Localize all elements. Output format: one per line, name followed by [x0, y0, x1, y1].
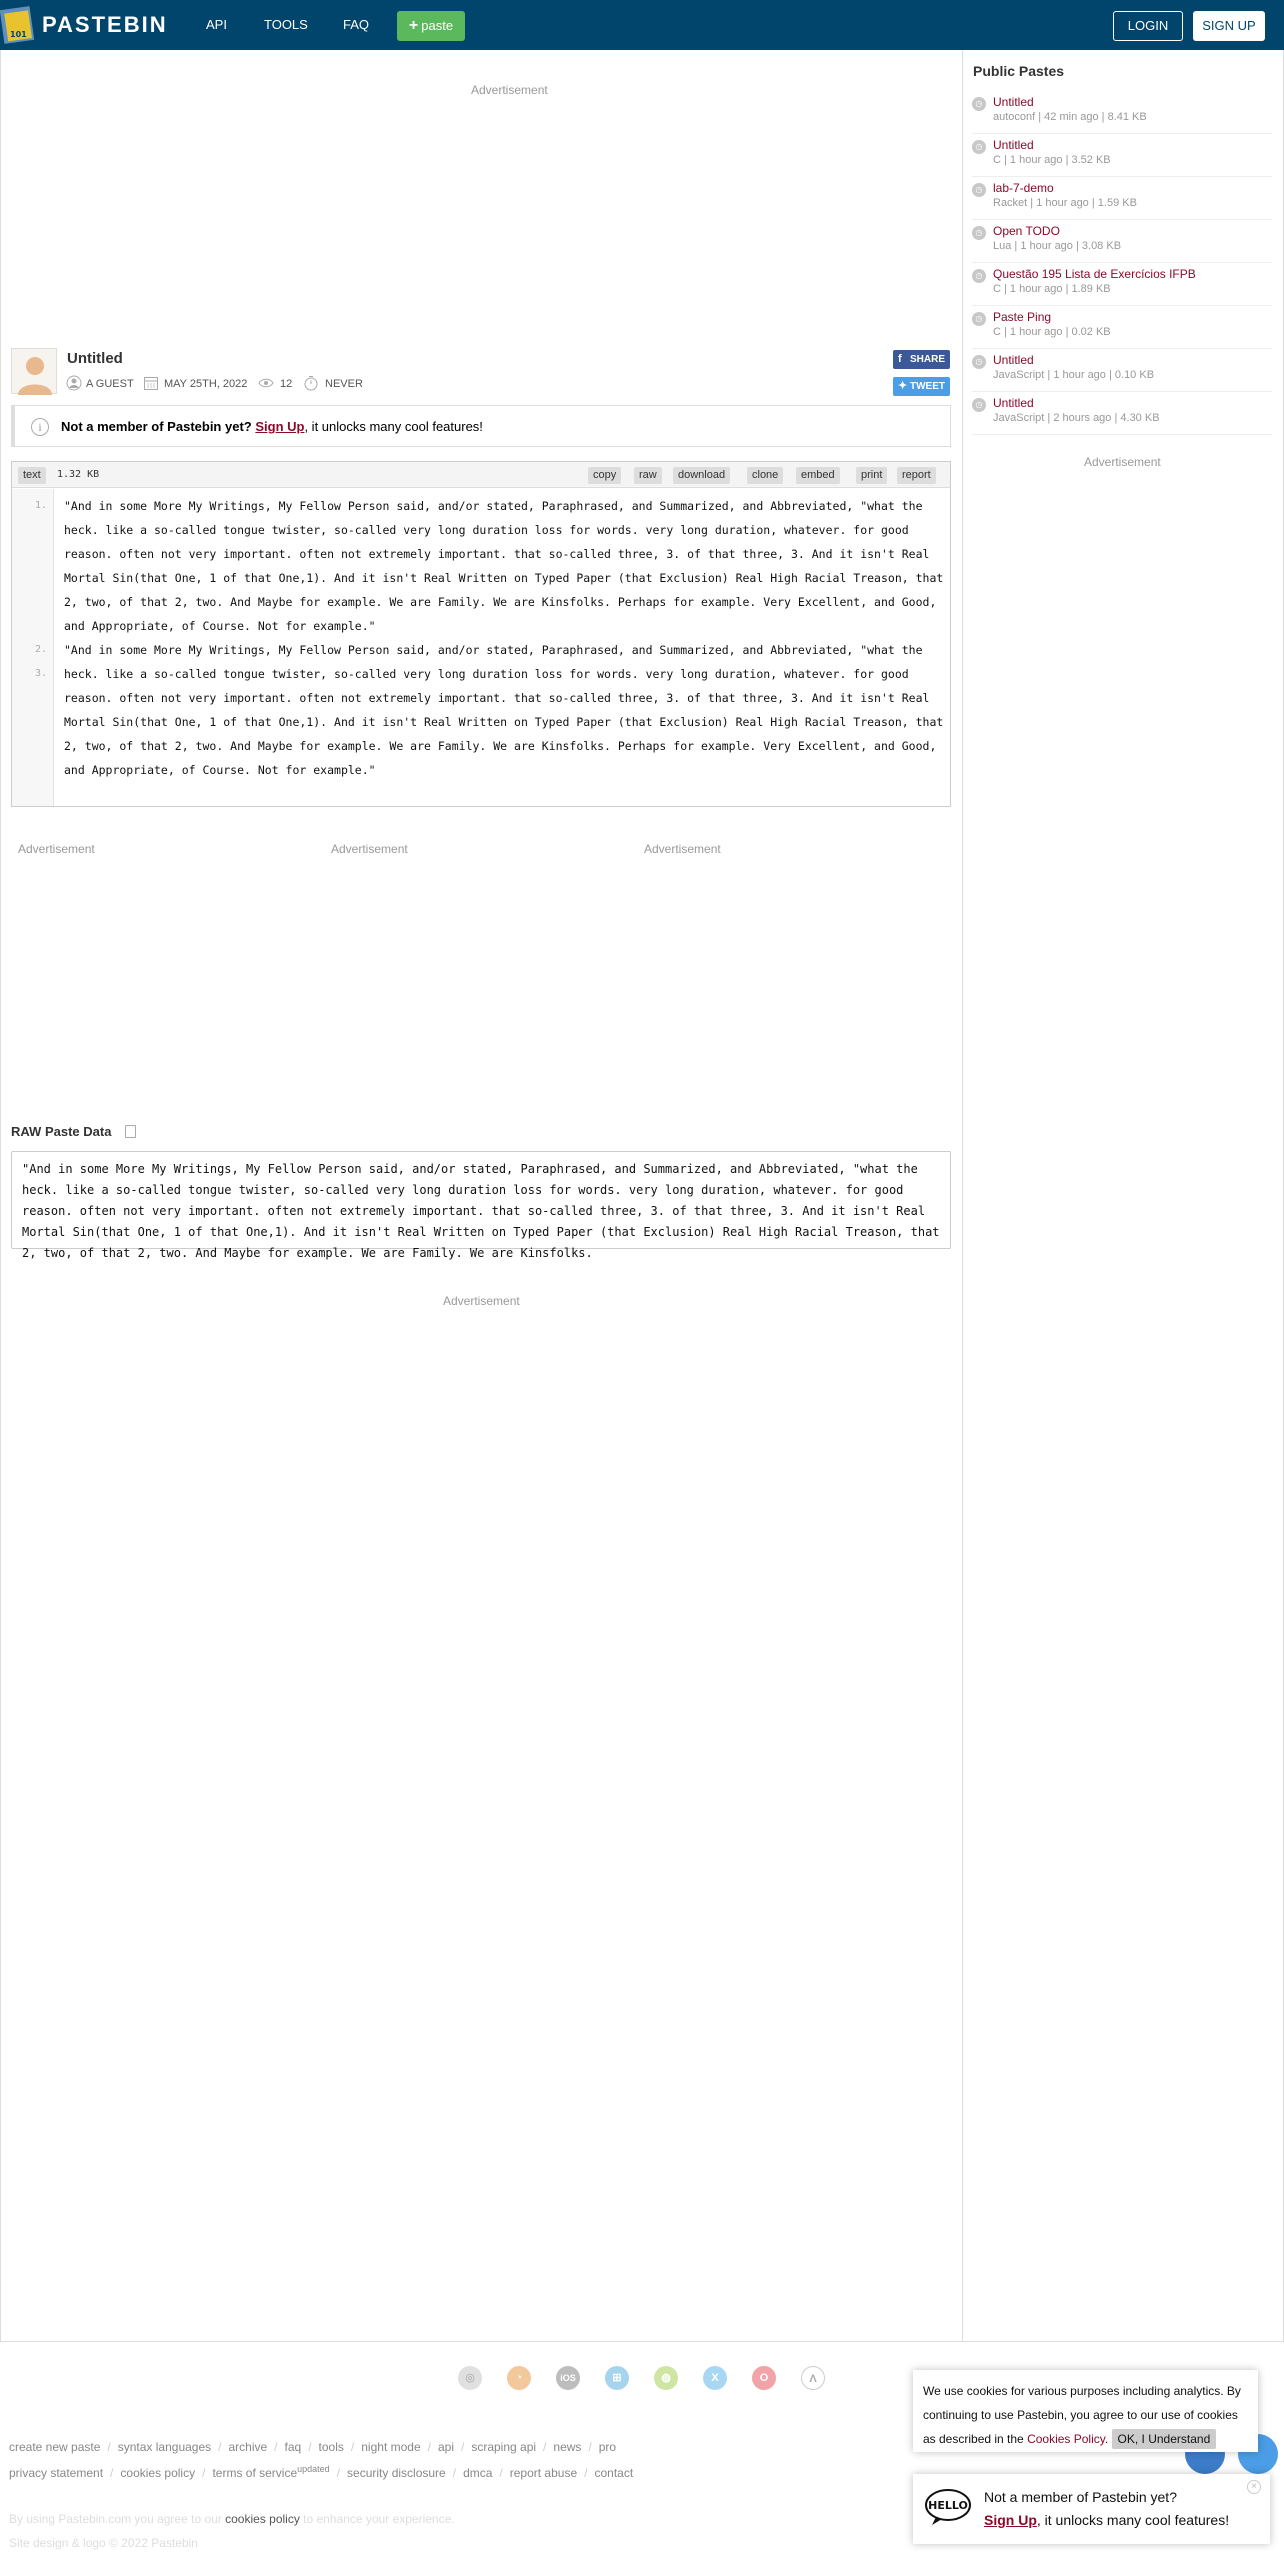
new-paste-button[interactable]	[397, 11, 465, 41]
advertisement-label: Advertisement	[18, 842, 95, 856]
public-paste-title[interactable]: Open TODO	[993, 224, 1060, 238]
pastebin-logo-icon[interactable]	[0, 4, 36, 46]
public-paste-title[interactable]: Paste Ping	[993, 310, 1052, 324]
public-paste-title[interactable]: lab-7-demo	[993, 181, 1054, 195]
footer-separator: /	[107, 2440, 111, 2454]
info-icon: i	[31, 418, 49, 436]
public-paste-item[interactable]	[972, 349, 1272, 392]
facebook-share-button[interactable]	[893, 350, 950, 369]
footer-link[interactable]: cookies policy	[120, 2466, 196, 2480]
paste-date: MAY 25TH, 2022	[164, 378, 248, 390]
paste-code-box	[11, 461, 951, 807]
signup-button[interactable]: SIGN UP	[1193, 11, 1265, 41]
tweet-label: TWEET	[910, 381, 945, 392]
advertisement-label: Advertisement	[1084, 455, 1161, 469]
globe-icon: ◷	[972, 226, 986, 240]
sidebar-divider	[962, 50, 963, 2342]
notice-text	[61, 419, 483, 434]
cookies-policy-link[interactable]: cookies policy	[225, 2512, 300, 2526]
logo-text[interactable]: PASTEBIN	[42, 12, 168, 37]
footer-separator: /	[336, 2466, 341, 2480]
agree-before: By using Pastebin.com you agree to our	[9, 2512, 226, 2526]
top-navbar	[0, 0, 1284, 50]
footer-separator: /	[499, 2466, 503, 2480]
updated-badge: updated	[297, 2464, 330, 2474]
footer-separator: /	[110, 2466, 114, 2480]
opera-icon[interactable]: O	[752, 2366, 776, 2390]
line-number-gutter	[12, 489, 54, 806]
android-icon[interactable]: ◍	[654, 2366, 678, 2390]
public-paste-title[interactable]: Untitled	[993, 396, 1034, 410]
public-paste-title[interactable]: Questão 195 Lista de Exercícios IFPB	[993, 267, 1196, 281]
twitter-icon: ✦	[898, 380, 908, 392]
globe-icon: ◷	[972, 140, 986, 154]
paste-views: 12	[280, 378, 293, 390]
hello-bubble-icon	[924, 2488, 972, 2526]
footer-separator: /	[588, 2440, 592, 2454]
public-pastes-title: Public Pastes	[973, 63, 1065, 79]
paste-author[interactable]: A GUEST	[86, 378, 134, 390]
footer-agree-text	[9, 2512, 455, 2526]
footer-separator: /	[308, 2440, 312, 2454]
cookie-consent-popup: We use cookies for various purposes including analytics. By continuing to use Pastebin, you agree to our use of cookies as described in the Cookies Policy. OK, I Understand	[913, 2370, 1258, 2452]
public-paste-meta: C | 1 hour ago | 1.89 KB	[993, 283, 1111, 295]
footer-link[interactable]: syntax languages	[117, 2440, 212, 2454]
globe-icon: ◷	[972, 312, 986, 326]
footer-link[interactable]: dmca	[463, 2466, 493, 2480]
globe-icon: ◷	[972, 97, 986, 111]
hello-signup-link[interactable]: Sign Up	[984, 2512, 1037, 2528]
nav-faq[interactable]: FAQ	[343, 17, 370, 32]
code-toolbar	[12, 462, 950, 488]
hello-title: Not a member of Pastebin yet?	[984, 2489, 1177, 2505]
signup-popup	[913, 2474, 1270, 2544]
globe-icon: ◷	[972, 183, 986, 197]
code-line: "And in some More My Writings, My Fellow Person said, and/or stated, Paraphrased, and Summarized, and Abbreviated, "what the heck. like a so-called tongue twister, so-called very long duration loss for words. very long duration, whatever. for good reason. often not very important. often not extremely important. that so-called three, 3. of that three, 3. And it isn't Real Mortal Sin(that One, 1 of that One,1). And it isn't Real Written on Typed Paper (that Exclusion) Real High Racial Treason, that 2, two, of that 2, two. And Maybe for example. We are Family. We are Kinsfolks. Perhaps for example. Very Excellent, and Good, and Appropriate, of Course. Not for example."	[64, 499, 944, 633]
hello-text	[984, 2512, 1229, 2528]
globe-icon: ◷	[972, 398, 986, 412]
paste-expiration: NEVER	[325, 378, 363, 390]
footer-separator: /	[452, 2466, 457, 2480]
public-paste-item[interactable]	[972, 177, 1272, 220]
macos-icon[interactable]: X	[703, 2366, 727, 2390]
notice-rest: , it unlocks many cool features!	[304, 419, 483, 434]
advertisement-label: Advertisement	[443, 1294, 520, 1308]
paste-title: Untitled	[67, 350, 123, 367]
globe-icon: ◷	[972, 269, 986, 283]
footer-links-row2	[9, 2464, 633, 2480]
public-paste-meta: Lua | 1 hour ago | 3.08 KB	[993, 240, 1122, 252]
nav-tools[interactable]: TOOLS	[264, 17, 308, 32]
footer-link[interactable]: security disclosure	[347, 2466, 446, 2480]
svg-text:HELLO: HELLO	[928, 2499, 968, 2512]
raw-button[interactable]: raw	[634, 467, 662, 484]
line-number: 3.	[34, 668, 47, 679]
clone-button[interactable]: clone	[747, 467, 783, 484]
share-label: SHARE	[910, 354, 946, 365]
new-paste-label: paste	[421, 18, 454, 33]
user-avatar-icon	[12, 349, 58, 395]
footer-link[interactable]: archive	[228, 2440, 268, 2454]
nav-api[interactable]: API	[206, 17, 227, 32]
footer-link[interactable]: terms of service	[212, 2466, 298, 2480]
hello-rest: , it unlocks many cool features!	[1036, 2512, 1230, 2528]
footer-separator: /	[350, 2440, 355, 2454]
public-paste-item[interactable]	[972, 263, 1272, 306]
linux-icon[interactable]: Λ	[801, 2366, 825, 2390]
notice-bold: Not a member of Pastebin yet?	[61, 419, 252, 434]
globe-icon: ◷	[972, 355, 986, 369]
footer-link[interactable]: night mode	[361, 2440, 421, 2454]
public-paste-meta: Racket | 1 hour ago | 1.59 KB	[993, 197, 1137, 209]
embed-button[interactable]: embed	[796, 467, 840, 484]
cookie-text: We use cookies for various purposes including analytics. By continuing to use Pastebin, you agree to our use of cookies as described in the	[923, 2384, 1241, 2446]
public-paste-item[interactable]	[972, 134, 1272, 177]
footer-link[interactable]: create new paste	[9, 2440, 101, 2454]
advertisement-label: Advertisement	[644, 842, 721, 856]
notice-signup-link[interactable]: Sign Up	[255, 419, 305, 434]
footer-link[interactable]: contact	[594, 2466, 634, 2480]
guest-avatar	[11, 348, 57, 394]
chrome-icon[interactable]: ◎	[458, 2366, 482, 2390]
code-line: "And in some More My Writings, My Fellow Person said, and/or stated, Paraphrased, and Summarized, and Abbreviated, "what the heck. like a so-called tongue twister, so-called very long duration loss for words. very long duration, whatever. for good reason. often not very important. often not extremely important. that so-called three, 3. of that three, 3. And it isn't Real Mortal Sin(that One, 1 of that One,1). And it isn't Real Written on Typed Paper (that Exclusion) Real High Racial Treason, that 2, two, of that 2, two. And Maybe for example. We are Family. We are Kinsfolks. Perhaps for example. Very Excellent, and Good, and Appropriate, of Course. Not for example."	[64, 643, 944, 777]
eye-icon	[258, 375, 274, 391]
public-paste-meta: JavaScript | 2 hours ago | 4.30 KB	[993, 412, 1160, 424]
facebook-icon: f	[898, 353, 902, 365]
footer-separator: /	[584, 2466, 588, 2480]
footer-link[interactable]: news	[553, 2440, 582, 2454]
syntax-tag[interactable]: text	[18, 467, 46, 484]
footer-links-row1	[9, 2440, 616, 2454]
public-paste-item[interactable]	[972, 91, 1272, 134]
footer-separator: /	[543, 2440, 547, 2454]
public-paste-meta: C | 1 hour ago | 3.52 KB	[993, 154, 1111, 166]
footer-link[interactable]: faq	[284, 2440, 302, 2454]
signup-notice	[11, 405, 951, 447]
close-icon[interactable]: ×	[1247, 2480, 1261, 2494]
footer-separator: /	[427, 2440, 431, 2454]
cookies-policy-link[interactable]: Cookies Policy	[1027, 2432, 1105, 2446]
public-paste-item[interactable]	[972, 392, 1272, 435]
raw-paste-title: RAW Paste Data	[11, 1124, 112, 1139]
print-button[interactable]: print	[856, 467, 887, 484]
footer-separator: /	[274, 2440, 278, 2454]
report-button[interactable]: report	[897, 467, 936, 484]
calendar-icon	[143, 375, 159, 391]
footer-link[interactable]: api	[437, 2440, 454, 2454]
public-paste-meta: autoconf | 42 min ago | 8.41 KB	[993, 111, 1147, 123]
public-paste-item[interactable]	[972, 306, 1272, 349]
public-paste-meta: JavaScript | 1 hour ago | 0.10 KB	[993, 369, 1155, 381]
line-number: 2.	[34, 644, 47, 655]
footer-link[interactable]: tools	[318, 2440, 344, 2454]
footer-link[interactable]: scraping api	[471, 2440, 537, 2454]
public-paste-title[interactable]: Untitled	[993, 95, 1034, 109]
plus-icon: +	[408, 17, 419, 34]
line-number: 1.	[34, 500, 47, 511]
user-icon	[66, 375, 82, 391]
footer-separator: /	[202, 2466, 206, 2480]
public-paste-item[interactable]	[972, 220, 1272, 263]
ios-icon[interactable]: iOS	[556, 2366, 580, 2390]
footer-link[interactable]: privacy statement	[9, 2466, 104, 2480]
public-paste-title[interactable]: Untitled	[993, 138, 1034, 152]
agree-after: to enhance your experience.	[299, 2512, 455, 2526]
svg-text:101: 101	[10, 30, 27, 39]
windows-icon[interactable]: ⊞	[605, 2366, 629, 2390]
paste-size: 1.32 KB	[57, 469, 100, 480]
copy-button[interactable]: copy	[588, 467, 621, 484]
login-button[interactable]: LOGIN	[1113, 11, 1183, 41]
cookie-accept-button[interactable]: OK, I Understand	[1112, 2429, 1217, 2449]
footer-separator: /	[460, 2440, 465, 2454]
raw-paste-textarea[interactable]: "And in some More My Writings, My Fellow Person said, and/or stated, Paraphrased, and Summarized, and Abbreviated, "what the heck. like a so-called tongue twister, so-called very long duration loss for words. very long duration, whatever. for good reason. often not very important. often not extremely important. that so-called three, 3. of that three, 3. And it isn't Real Mortal Sin(that One, 1 of that One,1). And it isn't Real Written on Typed Paper (that Exclusion) Real High Racial Treason, that 2, two, of that 2, two. And Maybe for example. We are Family. We are Kinsfolks.	[11, 1151, 951, 1249]
advertisement-label: Advertisement	[471, 83, 548, 97]
code-line	[64, 614, 944, 638]
advertisement-label: Advertisement	[331, 842, 408, 856]
firefox-icon[interactable]: ◔	[507, 2366, 531, 2390]
footer-separator: /	[218, 2440, 222, 2454]
copy-icon[interactable]	[125, 1125, 136, 1138]
public-paste-meta: C | 1 hour ago | 0.02 KB	[993, 326, 1111, 338]
download-button[interactable]: download	[673, 467, 730, 484]
footer-copyright: Site design & logo © 2022 Pastebin	[9, 2536, 198, 2550]
footer-link[interactable]: report abuse	[509, 2466, 578, 2480]
twitter-tweet-button[interactable]	[893, 377, 950, 396]
public-paste-title[interactable]: Untitled	[993, 353, 1034, 367]
expire-timer-icon	[303, 375, 319, 391]
footer-link[interactable]: pro	[598, 2440, 617, 2454]
